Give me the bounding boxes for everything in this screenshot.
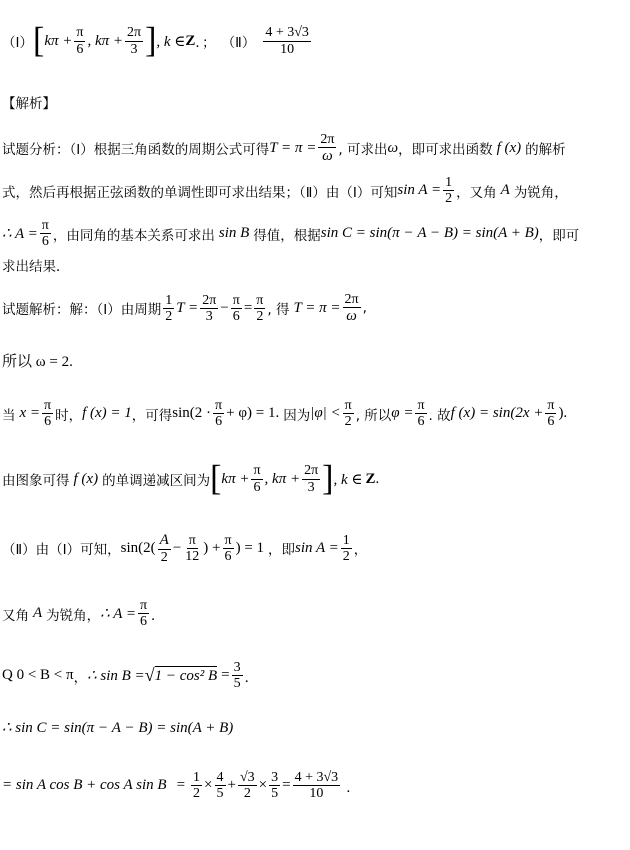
fraction: $\frac{\pi}{6}$ — [41, 218, 49, 250]
fraction: $\frac{4}{5}$ — [216, 770, 224, 802]
analysis-line-4: 求出结果． — [2, 259, 70, 275]
solution-line-5: （Ⅱ）由（Ⅰ）可知， sin(2( $\frac{A}{2}$ − $\frac{\pi}{12}$ ) + $\frac{\pi}{6}$ ) = 1 ，即 sin A = $\frac{1}{2}$ ， — [2, 532, 368, 565]
right-bracket: ] — [145, 21, 157, 60]
fraction: $\frac{3}{5}$ — [271, 770, 279, 802]
fraction: $\frac{1}{2}$ — [445, 175, 453, 207]
answer-part1-label: （Ⅰ） — [2, 35, 33, 51]
left-bracket: [ — [32, 21, 45, 60]
separator: ．； — [195, 35, 216, 51]
interval-mid: , kπ + — [87, 32, 123, 49]
fraction: $\frac{1}{2}$ — [165, 292, 173, 324]
fraction: $\frac{1}{2}$ — [342, 532, 350, 564]
interval-start: kπ + — [44, 32, 73, 49]
solution-line-4: 由图象可得 f (x) 的单调递减区间为 [ kπ + $\frac{\pi}{6}$ , kπ + $\frac{2\pi}{3}$ ] , k ∈ Z . — [2, 459, 380, 498]
fraction: $\frac{2\pi}{3}$ — [202, 292, 217, 324]
fraction: $\frac{2\pi}{3}$ — [304, 463, 319, 495]
fraction: $\frac{√3}{2}$ — [239, 770, 255, 802]
fraction: $\frac{\pi}{6}$ — [417, 398, 425, 430]
integer-set: Z — [185, 32, 196, 49]
answer-part2-label: （Ⅱ） — [221, 35, 256, 51]
fraction: $\frac{\pi}{6}$ — [224, 532, 232, 564]
fraction: $\frac{\pi}{6}$ — [139, 598, 148, 630]
solution-line-1: 试题解析：解：（Ⅰ）由周期 $\frac{1}{2}$ T = $\frac{2\pi}{3}$ − $\frac{\pi}{6}$ = $\frac{\pi}{2}$ , 得 T = π = $\frac{2\pi}{\omega}$ , — [2, 292, 367, 325]
fraction: $\frac{\pi}{2}$ — [256, 292, 264, 324]
fraction: $\frac{A}{2}$ — [159, 532, 169, 565]
fraction: $\frac{\pi}{6}$ — [44, 398, 52, 430]
fraction: $\frac{\pi}{12}$ — [185, 532, 200, 564]
solution-line-3: 当 x = $\frac{\pi}{6}$ 时， f (x) = 1 ，可得 sin(2 · $\frac{\pi}{6}$ + φ) = 1. 因为 |φ| < $\frac{\pi}{2}$ , 所以 φ = $\frac{\pi}{6}$ . 故 f (x) = sin(2x + $\frac{\pi}{6}$ ). — [2, 398, 568, 430]
analysis-line-1: 试题分析：（Ⅰ）根据三角函数的周期公式可得 T = π = $\frac{2\pi}{\omega}$ , 可求出 ω ，即可求出函数 f (x) 的解析 — [2, 132, 566, 165]
fraction: $\frac{2\pi}{3}$ — [126, 25, 142, 57]
fraction: $\frac{2\pi}{\omega}$ — [320, 132, 335, 165]
solution-line-7: Q 0 < B < π ， ∴ sin B = √ 1 − cos² B = $\frac{3}{5}$ ． — [2, 660, 259, 692]
fraction: $\frac{1}{2}$ — [193, 770, 201, 802]
solution-line-8: ∴ sin C = sin(π − A − B) = sin(A + B) — [2, 720, 234, 736]
fraction: $\frac{\pi}{6}$ — [76, 25, 84, 57]
solution-line-6: 又角 A 为锐角， ∴ A = $\frac{\pi}{6}$ ． — [2, 598, 165, 630]
analysis-header: 【解析】 — [2, 96, 56, 112]
answer-line — [2, 21, 313, 60]
fraction: $\frac{\pi}{6}$ — [215, 398, 223, 430]
fraction: $\frac{3}{5}$ — [233, 660, 241, 692]
solution-line-9: = sin A cos B + cos A sin B = $\frac{1}{2}$ × $\frac{4}{5}$ + $\frac{√3}{2}$ × $\frac{3}{5}$ = $\frac{4 + 3√3}{10}$ ． — [2, 770, 360, 802]
solution-line-2: 所以 ω = 2. — [2, 354, 73, 370]
fraction: $\frac{2\pi}{\omega}$ — [344, 292, 359, 325]
fraction: $\frac{4 + 3√3}{10}$ — [294, 770, 339, 802]
analysis-line-2: 式，然后再根据正弦函数的单调性即可求出结果；（Ⅱ）由（Ⅰ）可知 sin A = $\frac{1}{2}$ ，又角 A 为锐角， — [2, 175, 568, 207]
fraction: $\frac{\pi}{6}$ — [232, 292, 240, 324]
interval-tail: , k ∈ — [156, 33, 186, 50]
fraction: $\frac{\pi}{2}$ — [344, 398, 352, 430]
fraction: $\frac{4 + 3√3}{10}$ — [265, 25, 309, 57]
fraction: $\frac{\pi}{6}$ — [547, 398, 555, 430]
fraction: $\frac{\pi}{6}$ — [253, 463, 261, 495]
analysis-line-3: ∴ A = $\frac{\pi}{6}$ ，由同角的基本关系可求出 sin B 得值，根据 sin C = sin(π − A − B) = sin(A + B) ，即可 — [2, 218, 580, 250]
